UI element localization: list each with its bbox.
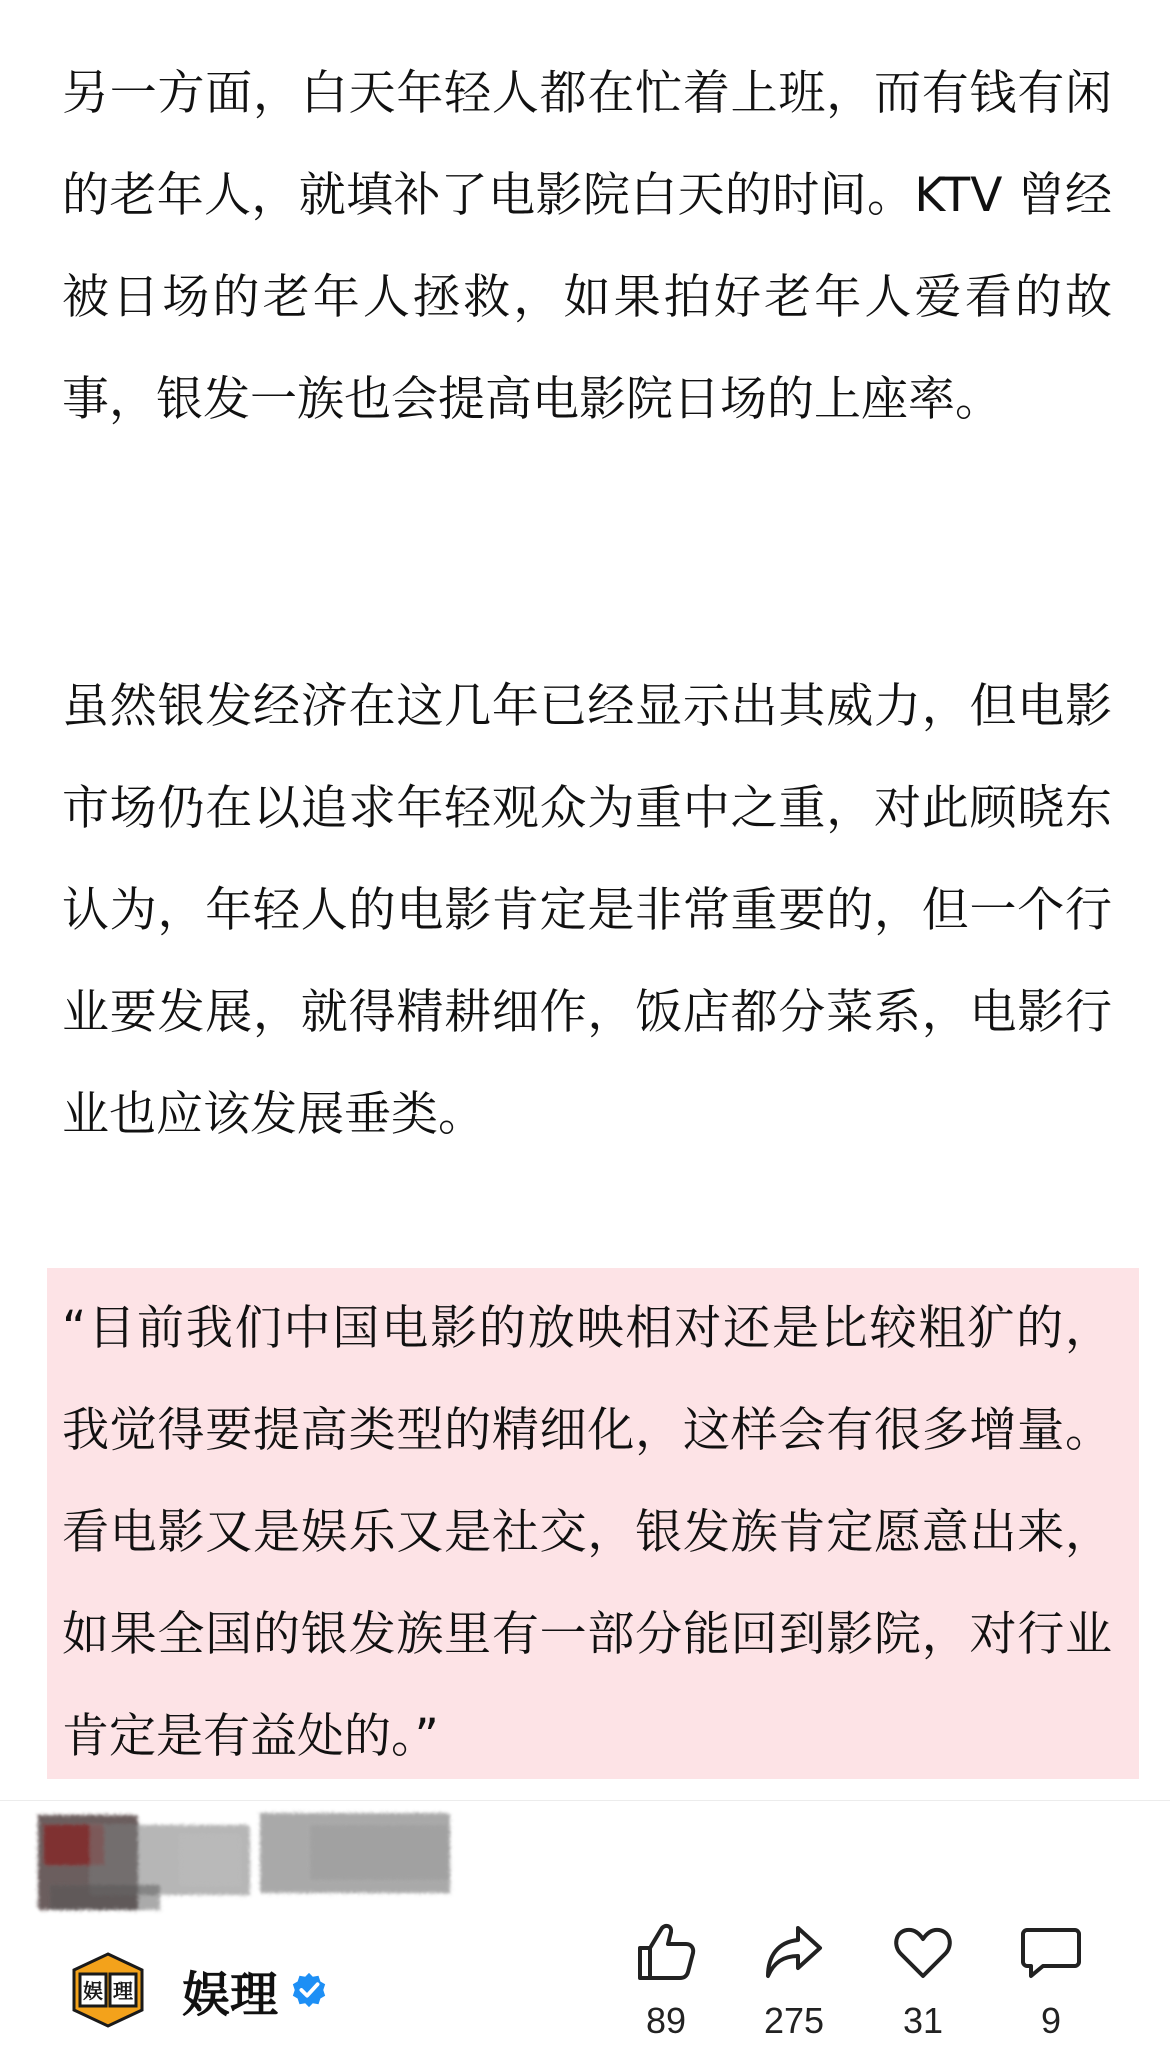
comment-button[interactable] [991,1920,1111,2061]
comment-bubble-icon [1019,1920,1083,1984]
article-paragraph: 另一方面，白天年轻人都在忙着上班，而有钱有闲的老年人，就填补了电影院白天的时间。KTV 曾经被日场的老年人拯救，如果拍好老年人爱看的故事，银发一族也会提高电影院日场的上座率。 [62,66,1112,427]
like-button[interactable] [606,1920,726,2061]
author-info[interactable] [70,1950,328,2030]
favorite-count: 31 [902,2000,944,2041]
comment-count: 9 [1040,2000,1062,2041]
share-count: 275 [763,2000,825,2041]
brand-logo[interactable] [70,1952,146,2028]
share-arrow-icon [762,1920,826,1984]
logo-text-left: 娱 [83,1979,103,2003]
post-actions [600,1920,1140,2061]
heart-icon [891,1920,955,1984]
quote-text: “目前我们中国电影的放映相对还是比较粗犷的，我觉得要提高类型的精细化，这样会有很多增量。看电影又是娱乐又是社交，银发族肯定愿意出来，如果全国的银发族里有一部分能回到影院，对行业肯定是有益处的。” [62,1301,1112,1764]
author-name[interactable]: 娱理 [182,1966,279,2023]
logo-text-right: 理 [113,1979,133,2003]
article-paragraph: 虽然银发经济在这几年已经显示出其威力，但电影市场仍在以追求年轻观众为重中之重，对此顾晓东认为，年轻人的电影肯定是非常重要的，但一个行业要发展，就得精耕细作，饭店都分菜系，电影行业也应该发展垂类。 [62,679,1112,1142]
verified-badge-icon [290,1971,328,2009]
like-count: 89 [645,2000,687,2041]
favorite-button[interactable] [863,1920,983,2061]
thumbs-up-icon [634,1920,698,1984]
highlighted-quote-block [47,1268,1139,1779]
post-footer [0,1900,1170,2061]
share-button[interactable] [734,1920,854,2061]
